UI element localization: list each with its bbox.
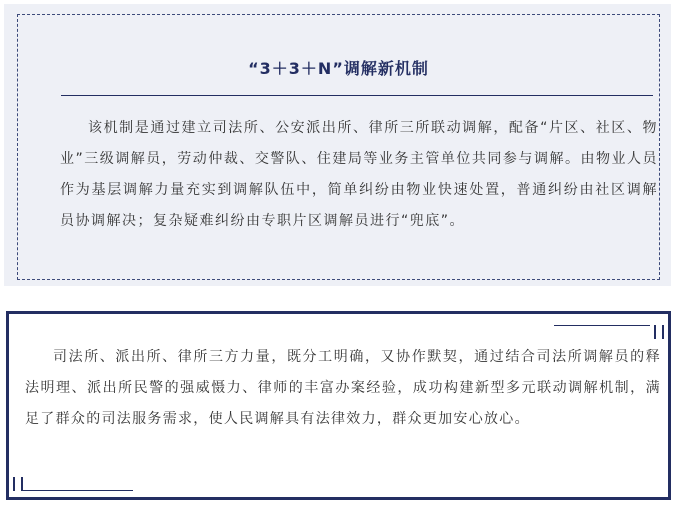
corner-decoration-line	[21, 490, 133, 491]
corner-decoration-bar	[662, 325, 664, 339]
title-divider	[61, 95, 653, 96]
mechanism-paragraph: 该机制是通过建立司法所、公安派出所、律所三所联动调解，配备“片区、社区、物业”三级调解员，劳动仲裁、交警队、住建局等业务主管单位共同参与调解。由物业人员作为基层调解力量充实到调解队伍中，简单纠纷由物业快速处置，普通纠纷由社区调解员协调解决；复杂疑难纠纷由专职片区调解员进行“兜底”。	[60, 120, 658, 229]
summary-card	[6, 311, 671, 500]
corner-decoration-bar	[21, 477, 23, 491]
section-title: “3＋3＋N”调解新机制	[248, 59, 429, 78]
dashed-frame	[17, 14, 660, 280]
corner-decoration-bar	[13, 477, 15, 491]
corner-decoration-line	[554, 325, 650, 326]
summary-paragraph: 司法所、派出所、律所三方力量，既分工明确，又协作默契，通过结合司法所调解员的释法明理、派出所民警的强威慑力、律师的丰富办案经验，成功构建新型多元联动调解机制，满足了群众的司法服务需求，使人民调解具有法律效力，群众更加安心放心。	[25, 349, 661, 427]
corner-decoration-bar	[654, 325, 656, 339]
mechanism-card	[4, 4, 671, 286]
